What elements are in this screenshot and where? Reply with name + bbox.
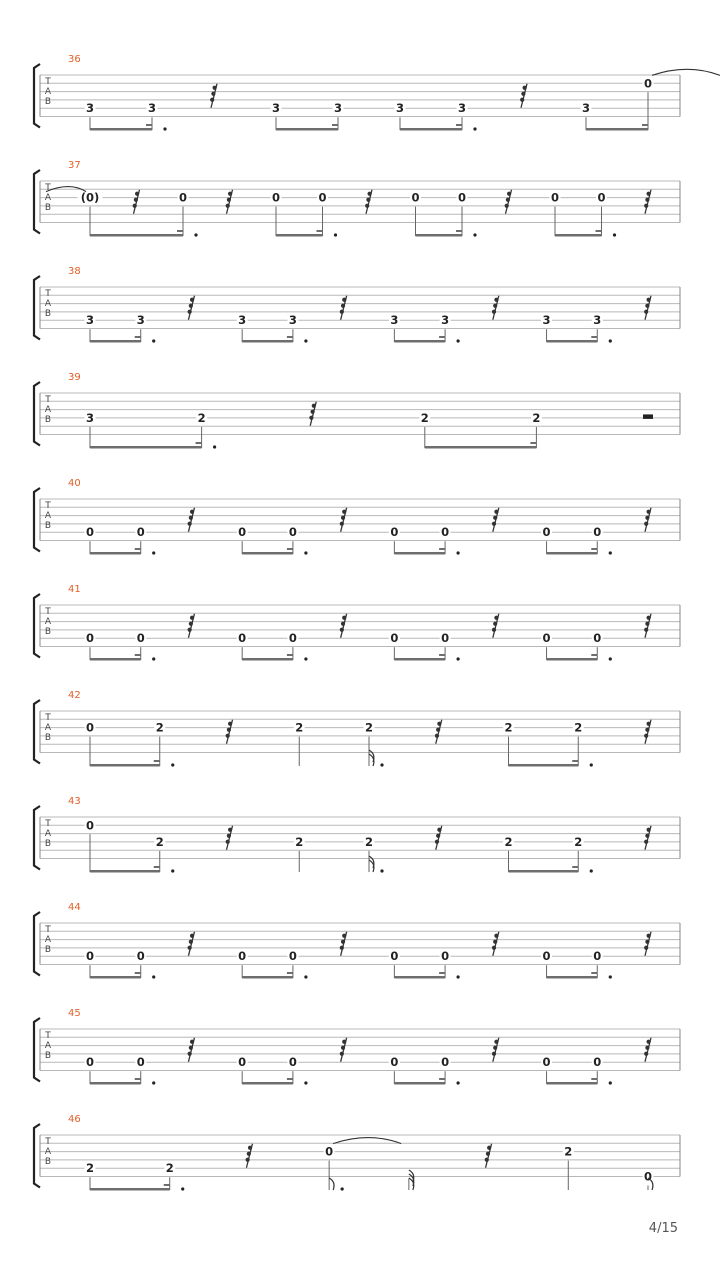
fret-number: 0 (593, 949, 602, 964)
partial-beam (135, 972, 141, 974)
sixteenth-rest-icon (188, 1038, 195, 1062)
partial-beam (287, 336, 293, 338)
tab-clef: T (45, 395, 51, 405)
sixteenth-rest-icon (226, 826, 233, 850)
fret-number: 0 (238, 631, 247, 646)
tab-clef: A (44, 1041, 52, 1051)
tab-clef: T (45, 77, 51, 87)
note-beam (547, 658, 598, 661)
sixteenth-rest-icon (492, 614, 499, 638)
fret-number: 2 (574, 834, 583, 849)
sixteenth-rest-icon (226, 720, 233, 744)
fret-number: 0 (441, 949, 450, 964)
tie-arc (652, 69, 720, 75)
augmentation-dot (590, 763, 593, 766)
measure-number: 38 (68, 266, 81, 277)
measure-number: 37 (68, 160, 81, 171)
fret-number: 3 (288, 313, 297, 328)
fret-number: 0 (441, 525, 450, 540)
fret-number: 0 (643, 1169, 653, 1184)
partial-beam (287, 548, 293, 550)
partial-beam (591, 1078, 597, 1080)
tab-clef: B (44, 1157, 52, 1167)
tab-system (34, 478, 680, 555)
partial-beam (332, 124, 338, 126)
note-beam (90, 128, 152, 131)
fret-number: 3 (333, 101, 343, 116)
note-beam (90, 870, 160, 873)
tab-clef: A (44, 193, 52, 203)
note-beam (509, 764, 579, 767)
tab-clef: B (44, 415, 52, 425)
page-number: 4/15 (648, 1221, 678, 1236)
partial-beam (439, 548, 445, 550)
tab-clef: A (44, 299, 52, 309)
fret-number: 3 (85, 313, 95, 328)
fret-number: (0) (80, 190, 100, 205)
sixteenth-rest-icon (226, 190, 233, 214)
tab-clef: T (45, 607, 51, 617)
fret-number: 2 (85, 1161, 95, 1176)
note-beam (276, 128, 338, 131)
augmentation-dot (304, 975, 307, 978)
note-beam (425, 446, 537, 449)
partial-beam (439, 654, 445, 656)
tab-system (34, 54, 720, 131)
tab-system (34, 902, 680, 979)
partial-beam (154, 866, 160, 868)
partial-beam (456, 230, 462, 232)
tab-system (34, 372, 680, 449)
fret-number: 3 (581, 101, 591, 116)
fret-number: 2 (574, 720, 583, 735)
sixteenth-rest-icon (644, 826, 651, 850)
measure-number: 46 (68, 1114, 81, 1125)
tab-clef: B (44, 203, 52, 213)
note-beam (547, 976, 598, 979)
partial-beam (439, 1078, 445, 1080)
augmentation-dot (181, 1187, 184, 1190)
partial-beam (154, 760, 160, 762)
augmentation-dot (152, 975, 155, 978)
partial-beam (135, 336, 141, 338)
measure-number: 44 (68, 902, 81, 913)
sixteenth-rest-icon (644, 1038, 651, 1062)
augmentation-dot (194, 233, 197, 236)
partial-beam (196, 442, 202, 444)
note-beam (394, 340, 445, 343)
fret-number: 2 (504, 834, 513, 849)
note-beam (90, 1188, 170, 1191)
fret-number: 2 (165, 1161, 174, 1176)
note-beam (90, 1082, 141, 1085)
measure-number: 43 (68, 796, 81, 807)
fret-number: 3 (593, 313, 602, 328)
tab-clef: A (44, 87, 52, 97)
tab-clef: T (45, 501, 51, 511)
fret-number: 2 (295, 834, 304, 849)
sixteenth-rest-icon (644, 614, 651, 638)
augmentation-dot (456, 975, 459, 978)
augmentation-dot (152, 1081, 155, 1084)
fret-number: 3 (457, 101, 467, 116)
fret-number: 0 (457, 190, 467, 205)
augmentation-dot (609, 975, 612, 978)
fret-number: 0 (238, 1055, 247, 1070)
fret-number: 0 (85, 1055, 95, 1070)
note-beam (547, 340, 598, 343)
fret-number: 3 (542, 313, 551, 328)
sixteenth-rest-icon (210, 84, 217, 108)
fret-number: 0 (85, 818, 95, 833)
fret-number: 2 (532, 410, 541, 425)
augmentation-dot (304, 339, 307, 342)
tab-clef: T (45, 713, 51, 723)
partial-beam (591, 548, 597, 550)
tab-clef: B (44, 627, 52, 637)
augmentation-dot (334, 233, 337, 236)
sixteenth-rest-icon (492, 1038, 499, 1062)
measure-number: 42 (68, 690, 81, 701)
tab-system (34, 796, 680, 873)
augmentation-dot (456, 657, 459, 660)
system-bracket (34, 382, 40, 446)
fret-number: 2 (364, 720, 374, 735)
augmentation-dot (304, 551, 307, 554)
sixteenth-rest-icon (188, 296, 195, 320)
fret-number: 0 (136, 949, 145, 964)
fret-number: 0 (593, 631, 602, 646)
fret-number: 0 (136, 525, 145, 540)
fret-number: 2 (197, 410, 206, 425)
note-beam (394, 1082, 445, 1085)
note-beam (90, 340, 141, 343)
tab-clef: A (44, 935, 52, 945)
sixteenth-rest-icon (485, 1144, 492, 1168)
sixteenth-rest-icon (340, 1038, 347, 1062)
sixteenth-rest-icon (644, 720, 651, 744)
note-beam (90, 446, 202, 449)
fret-number: 0 (542, 525, 551, 540)
note-beam (586, 128, 648, 131)
note-beam (547, 1082, 598, 1085)
fret-number: 0 (85, 631, 95, 646)
augmentation-dot (213, 445, 216, 448)
sixteenth-rest-icon (505, 190, 512, 214)
tab-system (34, 266, 680, 343)
augmentation-dot (456, 1081, 459, 1084)
fret-number: 0 (593, 525, 602, 540)
augmentation-dot (456, 339, 459, 342)
note-beam (400, 128, 462, 131)
fret-number: 0 (85, 525, 95, 540)
fret-number: 0 (325, 1144, 334, 1159)
note-beam (242, 658, 293, 661)
partial-beam (317, 230, 323, 232)
sixteenth-rest-icon (340, 296, 347, 320)
partial-beam (164, 1184, 170, 1186)
measure-number: 39 (68, 372, 81, 383)
fret-number: 0 (593, 1055, 602, 1070)
tie-arc (333, 1138, 401, 1144)
half-rest-icon (643, 414, 653, 419)
tab-system (34, 584, 680, 661)
note-flag (329, 1178, 334, 1190)
fret-number: 0 (271, 190, 281, 205)
augmentation-dot (613, 233, 616, 236)
fret-number: 2 (504, 720, 513, 735)
fret-number: 2 (155, 720, 164, 735)
tab-clef: T (45, 1031, 51, 1041)
sixteenth-rest-icon (340, 508, 347, 532)
tab-clef: B (44, 733, 52, 743)
system-bracket (34, 594, 40, 658)
fret-number: 0 (136, 631, 145, 646)
fret-number: 0 (288, 525, 297, 540)
tab-clef: B (44, 521, 52, 531)
note-beam (509, 870, 579, 873)
sixteenth-rest-icon (435, 826, 442, 850)
sixteenth-rest-icon (340, 614, 347, 638)
augmentation-dot (304, 657, 307, 660)
fret-number: 0 (597, 190, 606, 205)
tab-clef: A (44, 829, 52, 839)
augmentation-dot (152, 657, 155, 660)
partial-beam (439, 972, 445, 974)
sixteenth-rest-icon (644, 190, 651, 214)
sixteenth-rest-icon (188, 508, 195, 532)
augmentation-dot (171, 763, 174, 766)
system-bracket (34, 170, 40, 234)
tab-system (34, 160, 680, 237)
fret-number: 3 (136, 313, 145, 328)
sixteenth-rest-icon (644, 296, 651, 320)
fret-number: 0 (318, 190, 327, 205)
fret-number: 2 (155, 834, 164, 849)
fret-number: 2 (364, 834, 374, 849)
tab-clef: B (44, 309, 52, 319)
fret-number: 0 (441, 631, 450, 646)
augmentation-dot (304, 1081, 307, 1084)
measure-number: 41 (68, 584, 81, 595)
tab-clef: A (44, 723, 52, 733)
fret-number: 0 (390, 525, 399, 540)
note-beam (242, 552, 293, 555)
fret-number: 2 (295, 720, 304, 735)
partial-beam (135, 654, 141, 656)
system-bracket (34, 806, 40, 870)
fret-number: 0 (85, 949, 95, 964)
measure-number: 36 (68, 54, 81, 65)
fret-number: 0 (288, 1055, 297, 1070)
fret-number: 0 (288, 949, 297, 964)
note-beam (90, 552, 141, 555)
tab-clef: B (44, 97, 52, 107)
augmentation-dot (590, 869, 593, 872)
partial-beam (287, 654, 293, 656)
fret-number: 0 (441, 1055, 450, 1070)
fret-number: 0 (288, 631, 297, 646)
tab-clef: T (45, 819, 51, 829)
note-beam (90, 658, 141, 661)
fret-number: 0 (136, 1055, 145, 1070)
fret-number: 3 (395, 101, 405, 116)
augmentation-dot (341, 1187, 344, 1190)
sixteenth-rest-icon (246, 1144, 253, 1168)
sixteenth-rest-icon (188, 614, 195, 638)
fret-number: 0 (643, 76, 653, 91)
augmentation-dot (380, 763, 383, 766)
note-beam (242, 976, 293, 979)
fret-number: 0 (411, 190, 420, 205)
note-beam (90, 764, 160, 767)
augmentation-dot (473, 233, 476, 236)
system-bracket (34, 1018, 40, 1082)
note-beam (394, 552, 445, 555)
partial-beam (591, 336, 597, 338)
sixteenth-rest-icon (340, 932, 347, 956)
fret-number: 0 (85, 720, 95, 735)
sixteenth-rest-icon (644, 932, 651, 956)
sixteenth-rest-icon (365, 190, 372, 214)
fret-number: 3 (85, 410, 95, 425)
partial-beam (591, 654, 597, 656)
tab-system (34, 1008, 680, 1085)
fret-number: 0 (238, 525, 247, 540)
tab-clef: B (44, 1051, 52, 1061)
note-beam (90, 976, 141, 979)
note-beam (394, 976, 445, 979)
sixteenth-rest-icon (435, 720, 442, 744)
tab-clef: A (44, 1147, 52, 1157)
fret-number: 0 (390, 949, 399, 964)
partial-beam (135, 548, 141, 550)
measure-number: 45 (68, 1008, 81, 1019)
augmentation-dot (152, 339, 155, 342)
sixteenth-rest-icon (520, 84, 527, 108)
sixteenth-rest-icon (492, 508, 499, 532)
sixteenth-rest-icon (188, 932, 195, 956)
augmentation-dot (473, 127, 476, 130)
fret-number: 3 (390, 313, 399, 328)
fret-number: 0 (542, 631, 551, 646)
augmentation-dot (609, 339, 612, 342)
fret-number: 0 (542, 949, 551, 964)
sixteenth-rest-icon (133, 190, 140, 214)
tab-system (34, 690, 680, 767)
augmentation-dot (609, 551, 612, 554)
augmentation-dot (380, 869, 383, 872)
augmentation-dot (171, 869, 174, 872)
fret-number: 0 (178, 190, 188, 205)
fret-number: 0 (550, 190, 560, 205)
note-beam (90, 234, 183, 237)
system-bracket (34, 912, 40, 976)
note-beam (276, 234, 323, 237)
system-bracket (34, 1124, 40, 1188)
sixteenth-rest-icon (492, 932, 499, 956)
partial-beam (530, 442, 536, 444)
fret-number: 0 (542, 1055, 551, 1070)
note-beam (416, 234, 463, 237)
system-bracket (34, 64, 40, 128)
system-bracket (34, 700, 40, 764)
tab-clef: B (44, 839, 52, 849)
fret-number: 0 (390, 631, 399, 646)
measure-number: 40 (68, 478, 81, 489)
tab-clef: T (45, 1137, 51, 1147)
partial-beam (642, 124, 648, 126)
fret-number: 2 (564, 1144, 573, 1159)
tab-system (34, 1114, 680, 1191)
tab-clef: T (45, 183, 51, 193)
sixteenth-rest-icon (644, 508, 651, 532)
tab-clef: T (45, 289, 51, 299)
tab-clef: A (44, 617, 52, 627)
tab-clef: B (44, 945, 52, 955)
fret-number: 0 (390, 1055, 399, 1070)
augmentation-dot (152, 551, 155, 554)
note-beam (547, 552, 598, 555)
system-bracket (34, 488, 40, 552)
partial-beam (146, 124, 152, 126)
augmentation-dot (163, 127, 166, 130)
partial-beam (287, 1078, 293, 1080)
fret-number: 3 (238, 313, 247, 328)
augmentation-dot (609, 1081, 612, 1084)
tab-clef: A (44, 511, 52, 521)
note-beam (555, 234, 602, 237)
note-beam (242, 340, 293, 343)
fret-number: 0 (238, 949, 247, 964)
partial-beam (572, 866, 578, 868)
partial-beam (591, 972, 597, 974)
fret-number: 3 (441, 313, 450, 328)
partial-beam (177, 230, 183, 232)
system-bracket (34, 276, 40, 340)
partial-beam (287, 972, 293, 974)
fret-number: 3 (85, 101, 95, 116)
augmentation-dot (456, 551, 459, 554)
fret-number: 3 (271, 101, 281, 116)
fret-number: 2 (420, 410, 429, 425)
partial-beam (456, 124, 462, 126)
sixteenth-rest-icon (309, 402, 316, 426)
partial-beam (572, 760, 578, 762)
tab-clef: T (45, 925, 51, 935)
partial-beam (135, 1078, 141, 1080)
sixteenth-rest-icon (492, 296, 499, 320)
augmentation-dot (609, 657, 612, 660)
note-beam (394, 658, 445, 661)
tab-clef: A (44, 405, 52, 415)
partial-beam (439, 336, 445, 338)
note-beam (242, 1082, 293, 1085)
partial-beam (596, 230, 602, 232)
fret-number: 3 (147, 101, 157, 116)
